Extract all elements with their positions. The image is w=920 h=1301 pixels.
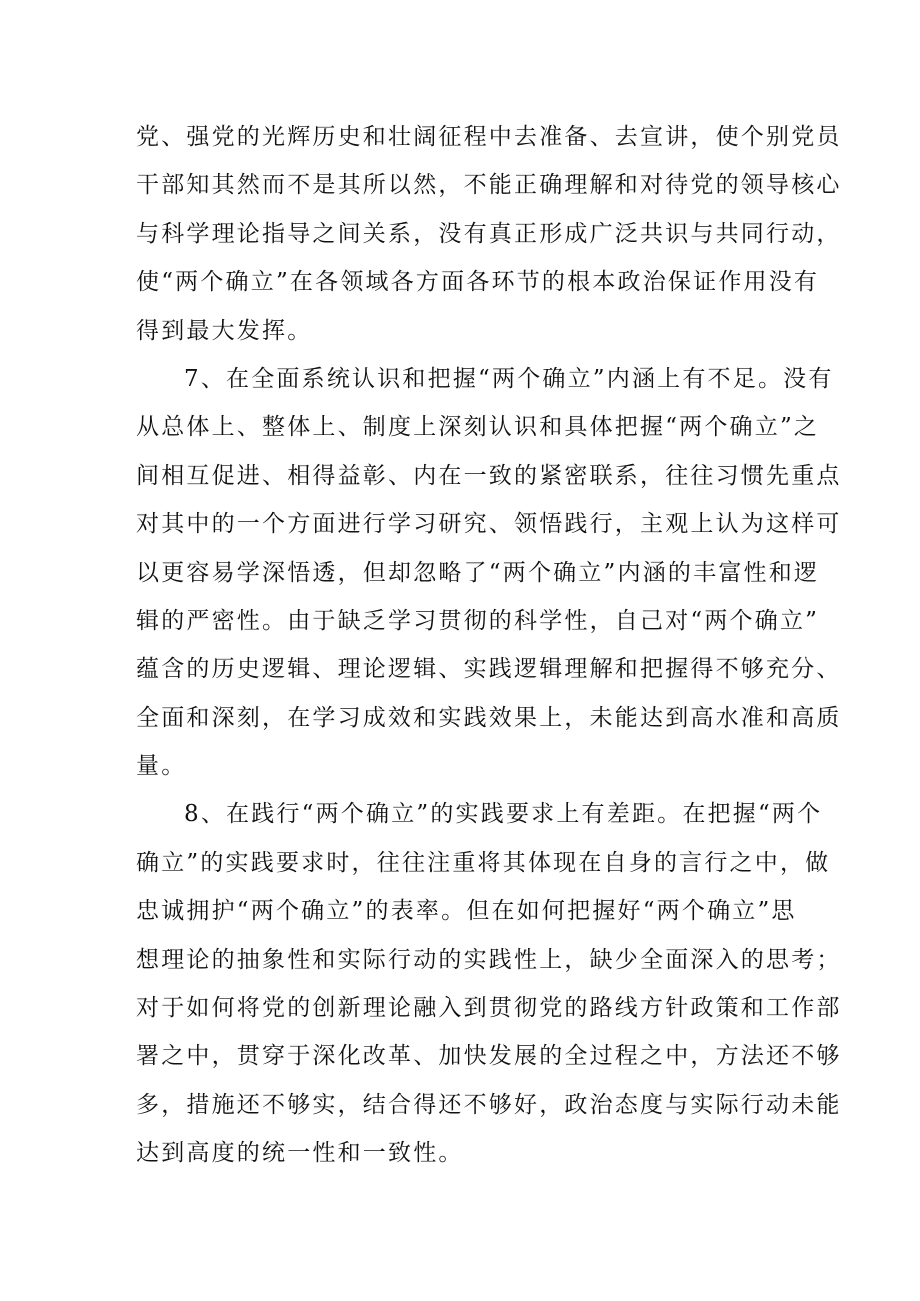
text-line: 想理论的抽象性和实际行动的实践性上，缺少全面深入的思考； <box>136 946 842 973</box>
text-line: 从总体上、整体上、制度上深刻认识和具体把握“两个确立”之 <box>136 414 820 441</box>
text-line: 忠诚拥护“两个确立”的表率。但在如何把握好“两个确立”思 <box>136 898 797 925</box>
text-line: 署之中，贯穿于深化改革、加快发展的全过程之中，方法还不够 <box>136 1043 842 1070</box>
paragraph-continuation <box>136 113 842 355</box>
paragraph-item-7 <box>136 355 842 791</box>
text-line: 达到高度的统一性和一致性。 <box>136 1140 464 1167</box>
text-line: 多，措施还不够实，结合得还不够好，政治态度与实际行动未能 <box>136 1091 842 1118</box>
text-line: 确立”的实践要求时，往往注重将其体现在自身的言行之中，做 <box>136 849 831 876</box>
text-line: 对于如何将党的创新理论融入到贯彻党的路线方针政策和工作部 <box>136 995 842 1022</box>
text-line: 8、在践行“两个确立”的实践要求上有差距。在把握“两个 <box>184 801 823 828</box>
text-line: 对其中的一个方面进行学习研究、领悟践行，主观上认为这样可 <box>136 511 842 538</box>
document-body <box>136 113 842 1178</box>
text-line: 量。 <box>136 753 187 780</box>
text-line: 使“两个确立”在各领域各方面各环节的根本政治保证作用没有 <box>136 269 820 296</box>
text-line: 蕴含的历史逻辑、理论逻辑、实践逻辑理解和把握得不够充分、 <box>136 656 842 683</box>
text-line: 党、强党的光辉历史和壮阔征程中去准备、去宣讲，使个别党员 <box>136 124 842 150</box>
text-line: 以更容易学深悟透，但却忽略了“两个确立”内涵的丰富性和逻 <box>136 559 820 586</box>
text-line: 与科学理论指导之间关系，没有真正形成广泛共识与共同行动， <box>136 220 842 247</box>
text-line: 辑的严密性。由于缺乏学习贯彻的科学性，自己对“两个确立” <box>136 607 820 634</box>
text-line: 7、在全面系统认识和把握“两个确立”内涵上有不足。没有 <box>184 365 834 392</box>
text-line: 干部知其然而不是其所以然，不能正确理解和对待党的领导核心 <box>136 172 842 199</box>
text-line: 间相互促进、相得益彰、内在一致的紧密联系，往往习惯先重点 <box>136 462 842 489</box>
text-line: 全面和深刻，在学习成效和实践效果上，未能达到高水准和高质 <box>136 704 842 731</box>
paragraph-item-8 <box>136 790 842 1177</box>
text-line: 得到最大发挥。 <box>136 317 313 344</box>
